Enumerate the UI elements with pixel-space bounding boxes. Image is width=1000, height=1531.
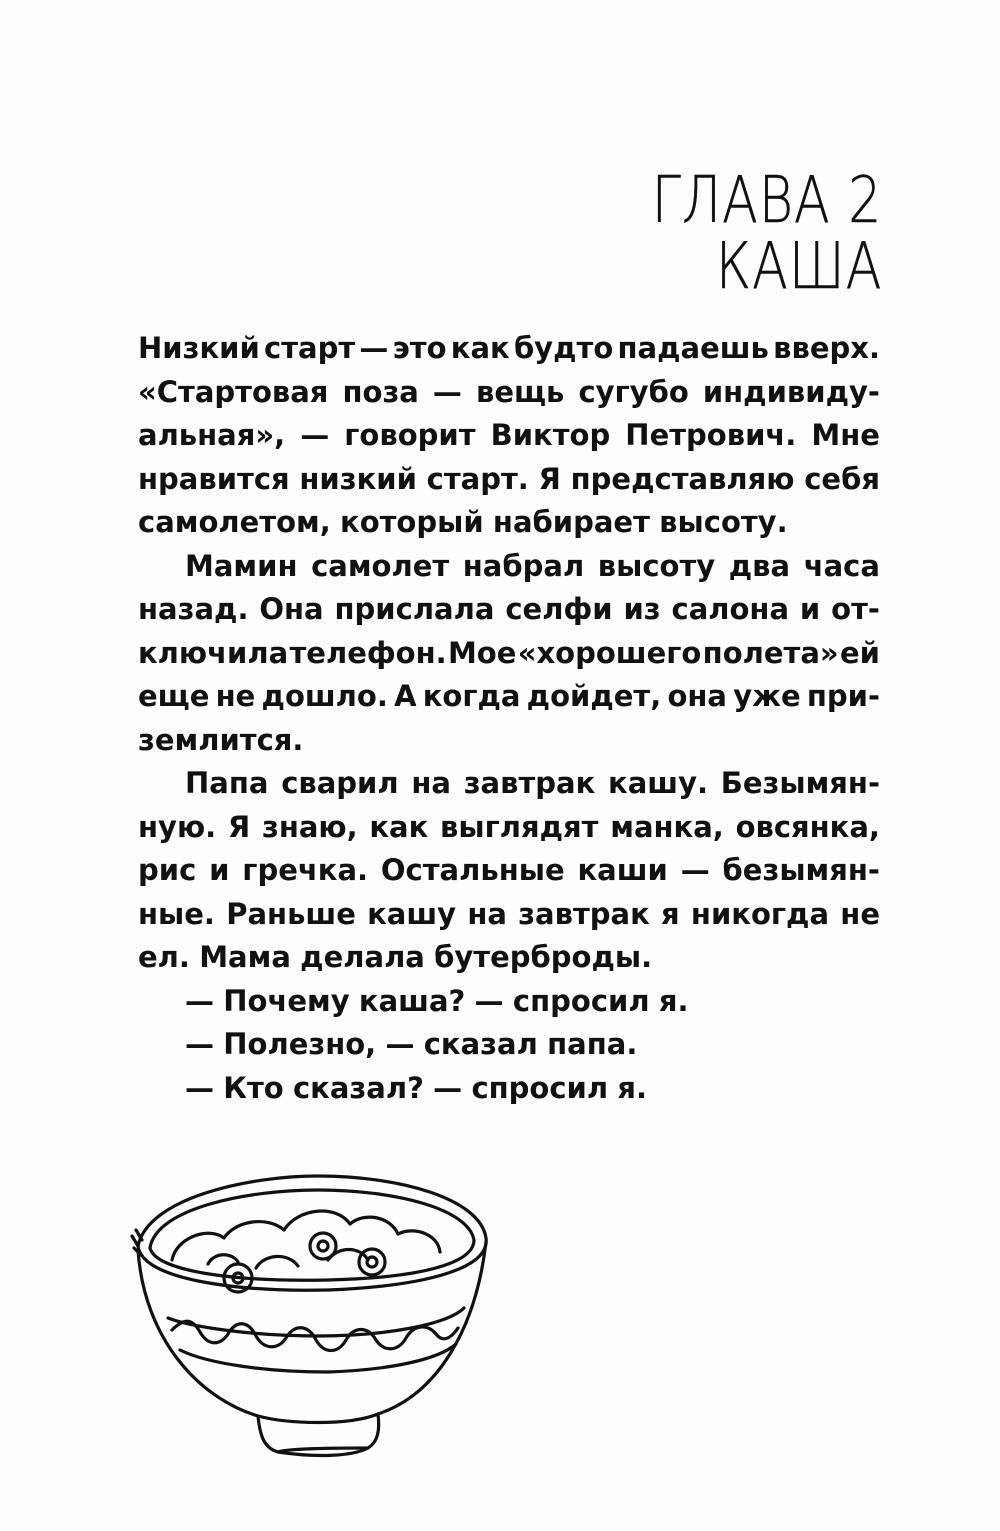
text-line: Низкий старт — это как будто падаешь вверх. xyxy=(138,331,880,365)
text-line: «Стартовая поза — вещь сугубо индивиду- xyxy=(138,374,880,409)
porridge-bowl-icon xyxy=(128,1168,498,1468)
text-line: альная», — говорит Виктор Петрович. Мне xyxy=(138,418,880,452)
chapter-heading xyxy=(651,164,882,304)
text-line: Папа сварил на завтрак кашу. Безымян- xyxy=(185,766,880,800)
paragraph xyxy=(138,1067,880,1111)
text-line: самолетом, который набирает высоту. xyxy=(138,505,788,539)
text-line: — Полезно, — сказал папа. xyxy=(185,1027,638,1061)
chapter-title: КАША xyxy=(715,230,882,304)
text-line: рис и гречка. Остальные каши — безымян- xyxy=(138,853,880,887)
text-line: ел. Мама делала бутерброды. xyxy=(138,940,653,974)
text-line: Мамин самолет набрал высоту два часа xyxy=(185,548,880,583)
paragraph xyxy=(138,980,880,1024)
text-line: — Кто сказал? — спросил я. xyxy=(185,1070,648,1105)
text-line: — Почему каша? — спросил я. xyxy=(185,983,689,1018)
text-line: еще не дошло. А когда дойдет, она уже при- xyxy=(138,679,880,713)
text-line: ключила телефон. Мое «хорошего полета» ей xyxy=(138,635,880,670)
paragraph xyxy=(138,545,880,763)
paragraph xyxy=(138,327,880,545)
chapter-body xyxy=(138,327,880,1110)
text-line: нравится низкий старт. Я представляю себя xyxy=(138,461,880,496)
paragraph xyxy=(138,762,880,980)
text-line: землится. xyxy=(138,722,304,757)
text-line: ные. Раньше кашу на завтрак я никогда не xyxy=(138,896,880,931)
chapter-number: ГЛАВА 2 xyxy=(651,164,882,238)
text-line: назад. Она прислала селфи из салона и от- xyxy=(138,592,880,626)
text-line: ную. Я знаю, как выглядят манка, овсянка, xyxy=(138,809,880,844)
paragraph xyxy=(138,1023,880,1067)
